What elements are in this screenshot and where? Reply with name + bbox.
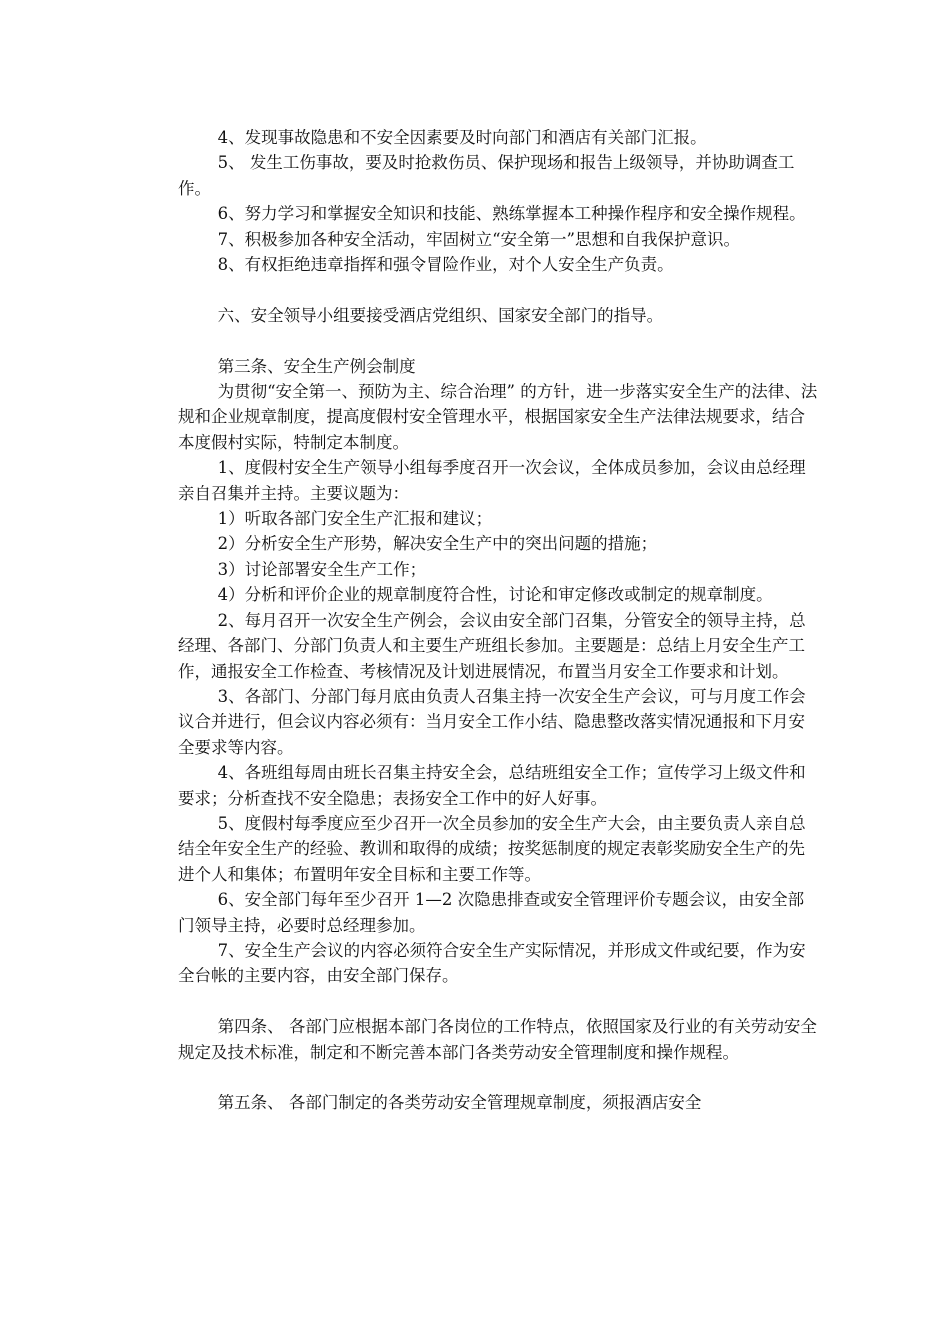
article-three-item-6: 6、安全部门每年至少召开 1—2 次隐患排查或安全管理评价专题会议，由安全部门领导主持，必要时总经理参加。 <box>178 890 805 935</box>
paragraph-item-7: 7、积极参加各种安全活动，牢固树立“安全第一”思想和自我保护意识。 <box>217 229 740 249</box>
article-five: 第五条、 各部门制定的各类劳动安全管理规章制度，须报酒店安全 <box>217 1093 702 1113</box>
article-four: 第四条、 各部门应根据本部门各岗位的工作特点，依照国家及行业的有关劳动安全规定及技术标准，制定和不断完善本部门各类劳动安全管理制度和操作规程。 <box>178 1017 817 1062</box>
article-three-item-4: 4、各班组每周由班长召集主持安全会，总结班组安全工作；宣传学习上级文件和要求；分析查找不安全隐患；表扬安全工作中的好人好事。 <box>178 763 806 808</box>
paragraph-gap <box>178 1065 818 1090</box>
article-three-intro: 为贯彻“安全第一、预防为主、综合治理” 的方针，进一步落实安全生产的法律、法规和企业规章制度，提高度假村安全管理水平，根据国家安全生产法律法规要求，结合本度假村实际，特制定本制度。 <box>178 382 818 452</box>
paragraph-item-4: 4、发现事故隐患和不安全因素要及时向部门和酒店有关部门汇报。 <box>217 128 707 147</box>
agenda-item-4: 4）分析和评价企业的规章制度符合性，讨论和审定修改或制定的规章制度。 <box>217 585 773 605</box>
paragraph-item-6: 6、努力学习和掌握安全知识和技能、熟练掌握本工种操作程序和安全操作规程。 <box>217 204 806 224</box>
article-three-item-1: 1、度假村安全生产领导小组每季度召开一次会议，全体成员参加，会议由总经理亲自召集并主持。主要议题为： <box>178 458 806 503</box>
agenda-item-1: 1）听取各部门安全生产汇报和建议； <box>217 509 493 529</box>
article-three-heading: 第三条、安全生产例会制度 <box>217 356 416 376</box>
paragraph-item-5: 5、 发生工伤事故，要及时抢救伤员、保护现场和报告上级领导，并协助调查工作。 <box>178 153 795 198</box>
agenda-item-3: 3）讨论部署安全生产工作； <box>217 559 427 579</box>
article-three-item-7: 7、安全生产会议的内容必须符合安全生产实际情况，并形成文件或纪要，作为安全台帐的主要内容，由安全部门保存。 <box>178 940 806 986</box>
section-six: 六、安全领导小组要接受酒店党组织、国家安全部门的指导。 <box>217 305 664 325</box>
paragraph-gap <box>178 328 818 353</box>
article-three-item-2: 2、每月召开一次安全生产例会，会议由安全部门召集，分管安全的领导主持，总经理、各部门、分部门负责人和主要生产班组长参加。主要题是：总结上月安全生产工作，通报安全工作检查、考核情况及计划进展情况，布置当月安全工作要求和计划。 <box>178 610 806 681</box>
agenda-item-2: 2）分析安全生产形势，解决安全生产中的突出问题的措施； <box>217 534 658 554</box>
article-three-item-3: 3、各部门、分部门每月底由负责人召集主持一次安全生产会议，可与月度工作会议合并进行，但会议内容必须有：当月安全工作小结、隐患整改落实情况通报和下月安全要求等内容。 <box>178 686 806 757</box>
paragraph-gap <box>178 989 818 1014</box>
paragraph-gap <box>178 277 818 302</box>
article-three-item-5: 5、度假村每季度应至少召开一次全员参加的安全生产大会，由主要负责人亲自总结全年安全生产的经验、教训和取得的成绩；按奖惩制度的规定表彰奖励安全生产的先进个人和集体；布置明年安全目标和主要工作等。 <box>178 813 806 884</box>
document-body <box>178 125 818 1116</box>
paragraph-item-8: 8、有权拒绝违章指挥和强令冒险作业，对个人安全生产负责。 <box>217 255 674 275</box>
